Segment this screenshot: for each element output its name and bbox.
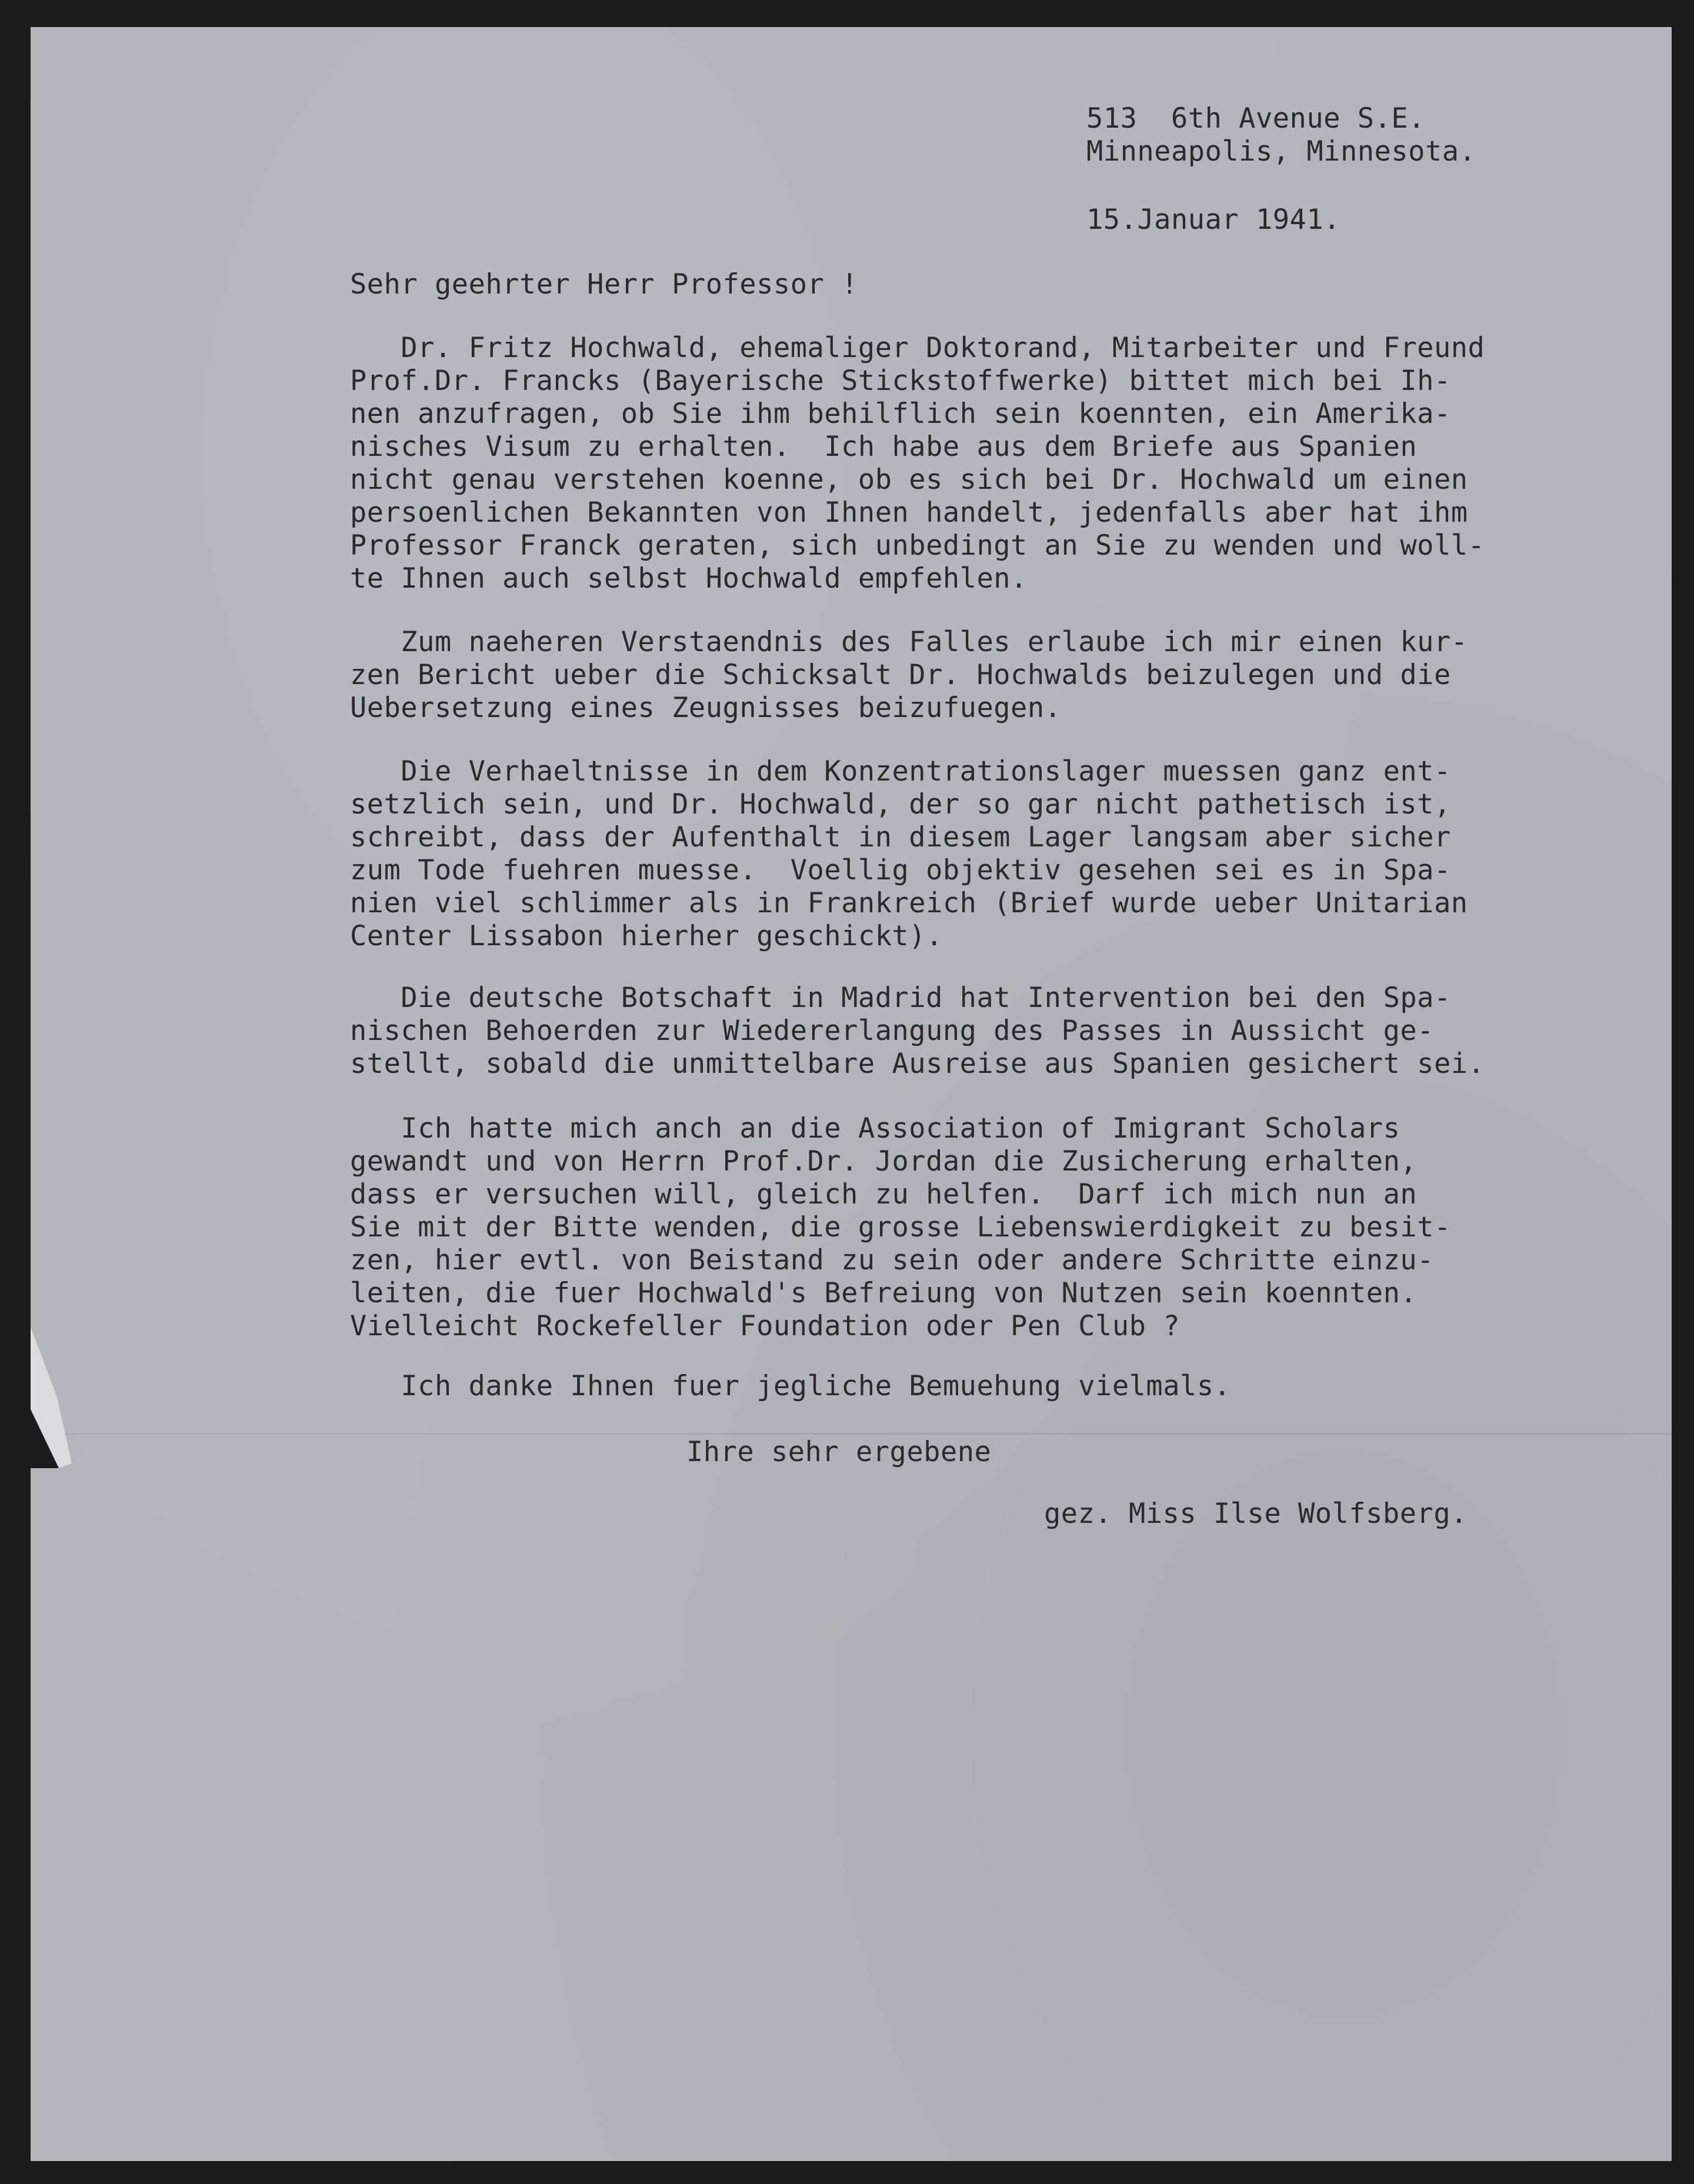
address-line: 513 6th Avenue S.E.: [1086, 102, 1425, 135]
sender-address: [1086, 102, 1476, 168]
text-line: Die deutsche Botschaft in Madrid hat Intervention bei den Spa-: [350, 982, 1451, 1014]
text-line: Dr. Fritz Hochwald, ehemaliger Doktorand, Mitarbeiter und Freund: [350, 332, 1485, 364]
text-line: nen anzufragen, ob Sie ihm behilflich sein koennten, ein Amerika-: [350, 398, 1451, 430]
text-line: Uebersetzung eines Zeugnisses beizufuegen.: [350, 692, 1062, 724]
paper-fold: [31, 1433, 1672, 1435]
text-line: Die Verhaeltnisse in dem Konzentrationslager muessen ganz ent-: [350, 755, 1451, 788]
text-line: zum Tode fuehren muesse. Voellig objektiv gesehen sei es in Spa-: [350, 854, 1451, 886]
text-line: gewandt und von Herrn Prof.Dr. Jordan die Zusicherung erhalten,: [350, 1145, 1418, 1178]
text-line: Vielleicht Rockefeller Foundation oder Pen Club ?: [350, 1310, 1181, 1342]
address-line: Minneapolis, Minnesota.: [1086, 135, 1476, 168]
salutation: Sehr geehrter Herr Professor !: [350, 268, 858, 301]
paragraph-5: [350, 1112, 1451, 1343]
text-line: Sie mit der Bitte wenden, die grosse Liebenswierdigkeit zu besit-: [350, 1211, 1451, 1243]
text-line: Center Lissabon hierher geschickt).: [350, 920, 943, 952]
paragraph-1: [350, 332, 1485, 595]
text-line: nicht genau verstehen koenne, ob es sich bei Dr. Hochwald um einen: [350, 464, 1468, 496]
text-line: setzlich sein, und Dr. Hochwald, der so gar nicht pathetisch ist,: [350, 788, 1451, 821]
text-line: zen, hier evtl. von Beistand zu sein oder andere Schritte einzu-: [350, 1244, 1434, 1276]
text-line: Zum naeheren Verstaendnis des Falles erlaube ich mir einen kur-: [350, 626, 1468, 658]
text-line: nien viel schlimmer als in Frankreich (Brief wurde ueber Unitarian: [350, 887, 1468, 919]
letter-page: [31, 27, 1672, 2161]
paragraph-3: [350, 755, 1468, 953]
text-line: zen Bericht ueber die Schicksalt Dr. Hochwalds beizulegen und die: [350, 659, 1451, 691]
text-line: Professor Franck geraten, sich unbedingt an Sie zu wenden und woll-: [350, 529, 1485, 562]
torn-corner-flap: [31, 1327, 148, 1468]
paragraph-4: [350, 982, 1485, 1081]
text-line: stellt, sobald die unmittelbare Ausreise aus Spanien gesichert sei.: [350, 1048, 1485, 1080]
text-line: nischen Behoerden zur Wiedererlangung des Passes in Aussicht ge-: [350, 1015, 1434, 1047]
text-line: leiten, die fuer Hochwald's Befreiung von Nutzen sein koennten.: [350, 1277, 1418, 1309]
text-line: te Ihnen auch selbst Hochwald empfehlen.: [350, 562, 1028, 595]
text-line: Prof.Dr. Francks (Bayerische Stickstoffwerke) bittet mich bei Ih-: [350, 365, 1451, 397]
text-line: schreibt, dass der Aufenthalt in diesem Lager langsam aber sicher: [350, 821, 1451, 853]
text-line: Ich hatte mich anch an die Association of Imigrant Scholars: [350, 1112, 1400, 1145]
text-line: Ich danke Ihnen fuer jegliche Bemuehung vielmals.: [350, 1370, 1231, 1402]
text-line: dass er versuchen will, gleich zu helfen. Darf ich mich nun an: [350, 1178, 1418, 1211]
text-line: nisches Visum zu erhalten. Ich habe aus dem Briefe aus Spanien: [350, 431, 1418, 463]
paragraph-6: [350, 1370, 1231, 1403]
closing: Ihre sehr ergebene: [686, 1436, 992, 1468]
paragraph-2: [350, 626, 1468, 725]
signature: gez. Miss Ilse Wolfsberg.: [1044, 1498, 1468, 1530]
letter-date: 15.Januar 1941.: [1086, 204, 1340, 236]
text-line: persoenlichen Bekannten von Ihnen handelt, jedenfalls aber hat ihm: [350, 496, 1468, 529]
